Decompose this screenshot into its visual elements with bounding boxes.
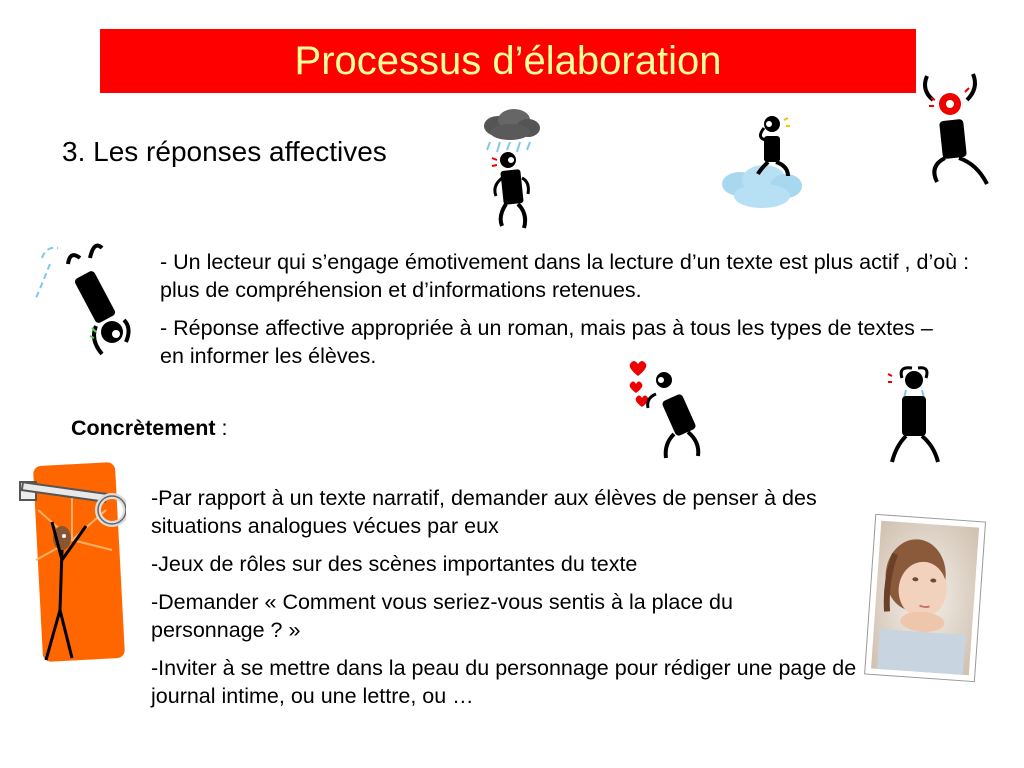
text-block-top bbox=[160, 248, 1000, 380]
page-title: Processus d’élaboration bbox=[294, 38, 722, 83]
section-heading: 3. Les réponses affectives bbox=[62, 136, 387, 167]
bullet-bottom-3: -Demander « Comment vous seriez-vous sentis à la place du personnage ? » bbox=[151, 590, 733, 642]
text-block-bottom bbox=[151, 484, 911, 720]
crying-figure-icon bbox=[878, 364, 950, 468]
bullet-top-2: - Réponse affective appropriée à un roman, mais pas à tous les types de textes – en informer les élèves. bbox=[160, 316, 933, 368]
bullet-bottom-4: -Inviter à se mettre dans la peau du personnage pour rédiger une page de journal intime, ou une lettre, ou … bbox=[151, 656, 857, 708]
thinking-on-cloud-figure-icon bbox=[718, 112, 808, 212]
rain-cloud-figure-icon bbox=[478, 108, 548, 238]
bullet-bottom-2: -Jeux de rôles sur des scènes importantes du texte bbox=[151, 552, 638, 576]
shouting-figure-icon bbox=[915, 72, 995, 190]
key-holding-figure-icon bbox=[16, 460, 126, 678]
bullet-top-1: - Un lecteur qui s’engage émotivement dans la lecture d’un texte est plus actif , d’où : plus de compréhension et d’informations retenues. bbox=[160, 250, 970, 302]
concretement-label bbox=[71, 416, 228, 441]
concretement-suffix: : bbox=[215, 416, 228, 440]
title-bar bbox=[100, 29, 916, 93]
upside-down-figure-icon bbox=[28, 236, 138, 360]
concretement-bold: Concrètement bbox=[71, 416, 216, 440]
hearts-figure-icon bbox=[626, 356, 706, 464]
bullet-bottom-1: -Par rapport à un texte narratif, demander aux élèves de penser à des situations analogues vécues par eux bbox=[151, 486, 817, 538]
child-photo bbox=[864, 514, 986, 684]
